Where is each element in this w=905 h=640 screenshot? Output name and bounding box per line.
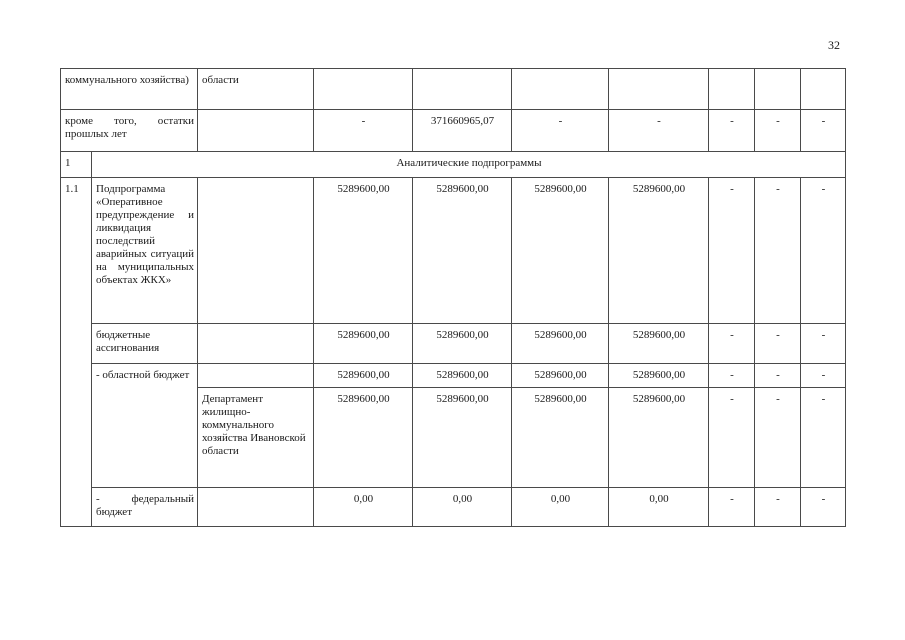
table-cell: - федеральный бюджет — [92, 488, 198, 527]
table-cell: - — [755, 110, 801, 152]
table-row — [61, 110, 846, 152]
table-cell: - — [709, 388, 755, 488]
table-cell: - — [709, 488, 755, 527]
table-row — [61, 488, 846, 527]
table-cell: 5289600,00 — [314, 388, 413, 488]
table-cell: - — [709, 364, 755, 388]
table-cell: области — [198, 69, 314, 110]
table-cell: 5289600,00 — [609, 388, 709, 488]
table-cell: - — [755, 388, 801, 488]
table-cell: - — [512, 110, 609, 152]
table-cell: 5289600,00 — [413, 324, 512, 364]
table-cell: - — [709, 324, 755, 364]
table-row — [61, 324, 846, 364]
table-cell — [198, 178, 314, 324]
table-cell: - — [755, 324, 801, 364]
table-cell: - — [801, 110, 846, 152]
table-cell: Подпрограмма «Оперативное предупреждение и ликвидация последствий аварийных ситуаций на муниципальных объектах ЖКХ» — [92, 178, 198, 324]
table-cell: 5289600,00 — [314, 178, 413, 324]
table-cell: 0,00 — [512, 488, 609, 527]
table-cell: Департамент жилищно-коммунального хозяйства Ивановской области — [198, 388, 314, 488]
table-row — [61, 152, 846, 178]
table-cell: 5289600,00 — [609, 364, 709, 388]
table-cell: 5289600,00 — [512, 388, 609, 488]
table-row — [61, 364, 846, 388]
table-cell: - — [801, 488, 846, 527]
table-cell: - областной бюджет — [92, 364, 198, 488]
table-cell: 5289600,00 — [413, 178, 512, 324]
table-cell: 5289600,00 — [512, 324, 609, 364]
table-cell: 5289600,00 — [512, 364, 609, 388]
table-cell — [198, 324, 314, 364]
table-cell: 371660965,07 — [413, 110, 512, 152]
table-cell: 0,00 — [314, 488, 413, 527]
table-cell: 0,00 — [413, 488, 512, 527]
table-cell — [198, 488, 314, 527]
table-cell: - — [709, 110, 755, 152]
table-cell: - — [709, 178, 755, 324]
table-cell: коммунального хозяйства) — [61, 69, 198, 110]
table-cell: 1 — [61, 152, 92, 178]
table-cell: - — [314, 110, 413, 152]
table-cell: 5289600,00 — [413, 364, 512, 388]
table-cell: 0,00 — [609, 488, 709, 527]
section-title: Аналитические подпрограммы — [92, 152, 846, 178]
table-cell: - — [801, 364, 846, 388]
budget-table — [60, 68, 846, 527]
table-cell — [198, 110, 314, 152]
table-cell: 5289600,00 — [314, 364, 413, 388]
table-cell — [755, 69, 801, 110]
table-cell: 5289600,00 — [413, 388, 512, 488]
table-cell: - — [801, 178, 846, 324]
table-cell — [413, 69, 512, 110]
table-row — [61, 69, 846, 110]
table-cell: 5289600,00 — [609, 324, 709, 364]
table-cell — [609, 69, 709, 110]
table-cell — [801, 69, 846, 110]
table-cell — [61, 364, 92, 388]
table-cell: - — [755, 488, 801, 527]
table-cell: 5289600,00 — [609, 178, 709, 324]
table-cell: кроме того, остатки прошлых лет — [61, 110, 198, 152]
table-cell: - — [609, 110, 709, 152]
table-cell — [61, 388, 92, 488]
table-cell: 5289600,00 — [512, 178, 609, 324]
table-cell: 5289600,00 — [314, 324, 413, 364]
table-cell: - — [755, 364, 801, 388]
table-cell: - — [801, 324, 846, 364]
table-cell — [512, 69, 609, 110]
table-cell: бюджетные ассигнования — [92, 324, 198, 364]
table-cell: - — [755, 178, 801, 324]
table-cell — [709, 69, 755, 110]
table-row — [61, 178, 846, 324]
table-cell — [314, 69, 413, 110]
table-cell: 1.1 — [61, 178, 92, 324]
table-cell — [61, 324, 92, 364]
table-cell — [61, 488, 92, 527]
table-cell: - — [801, 388, 846, 488]
table-cell — [198, 364, 314, 388]
page-number: 32 — [828, 38, 840, 52]
